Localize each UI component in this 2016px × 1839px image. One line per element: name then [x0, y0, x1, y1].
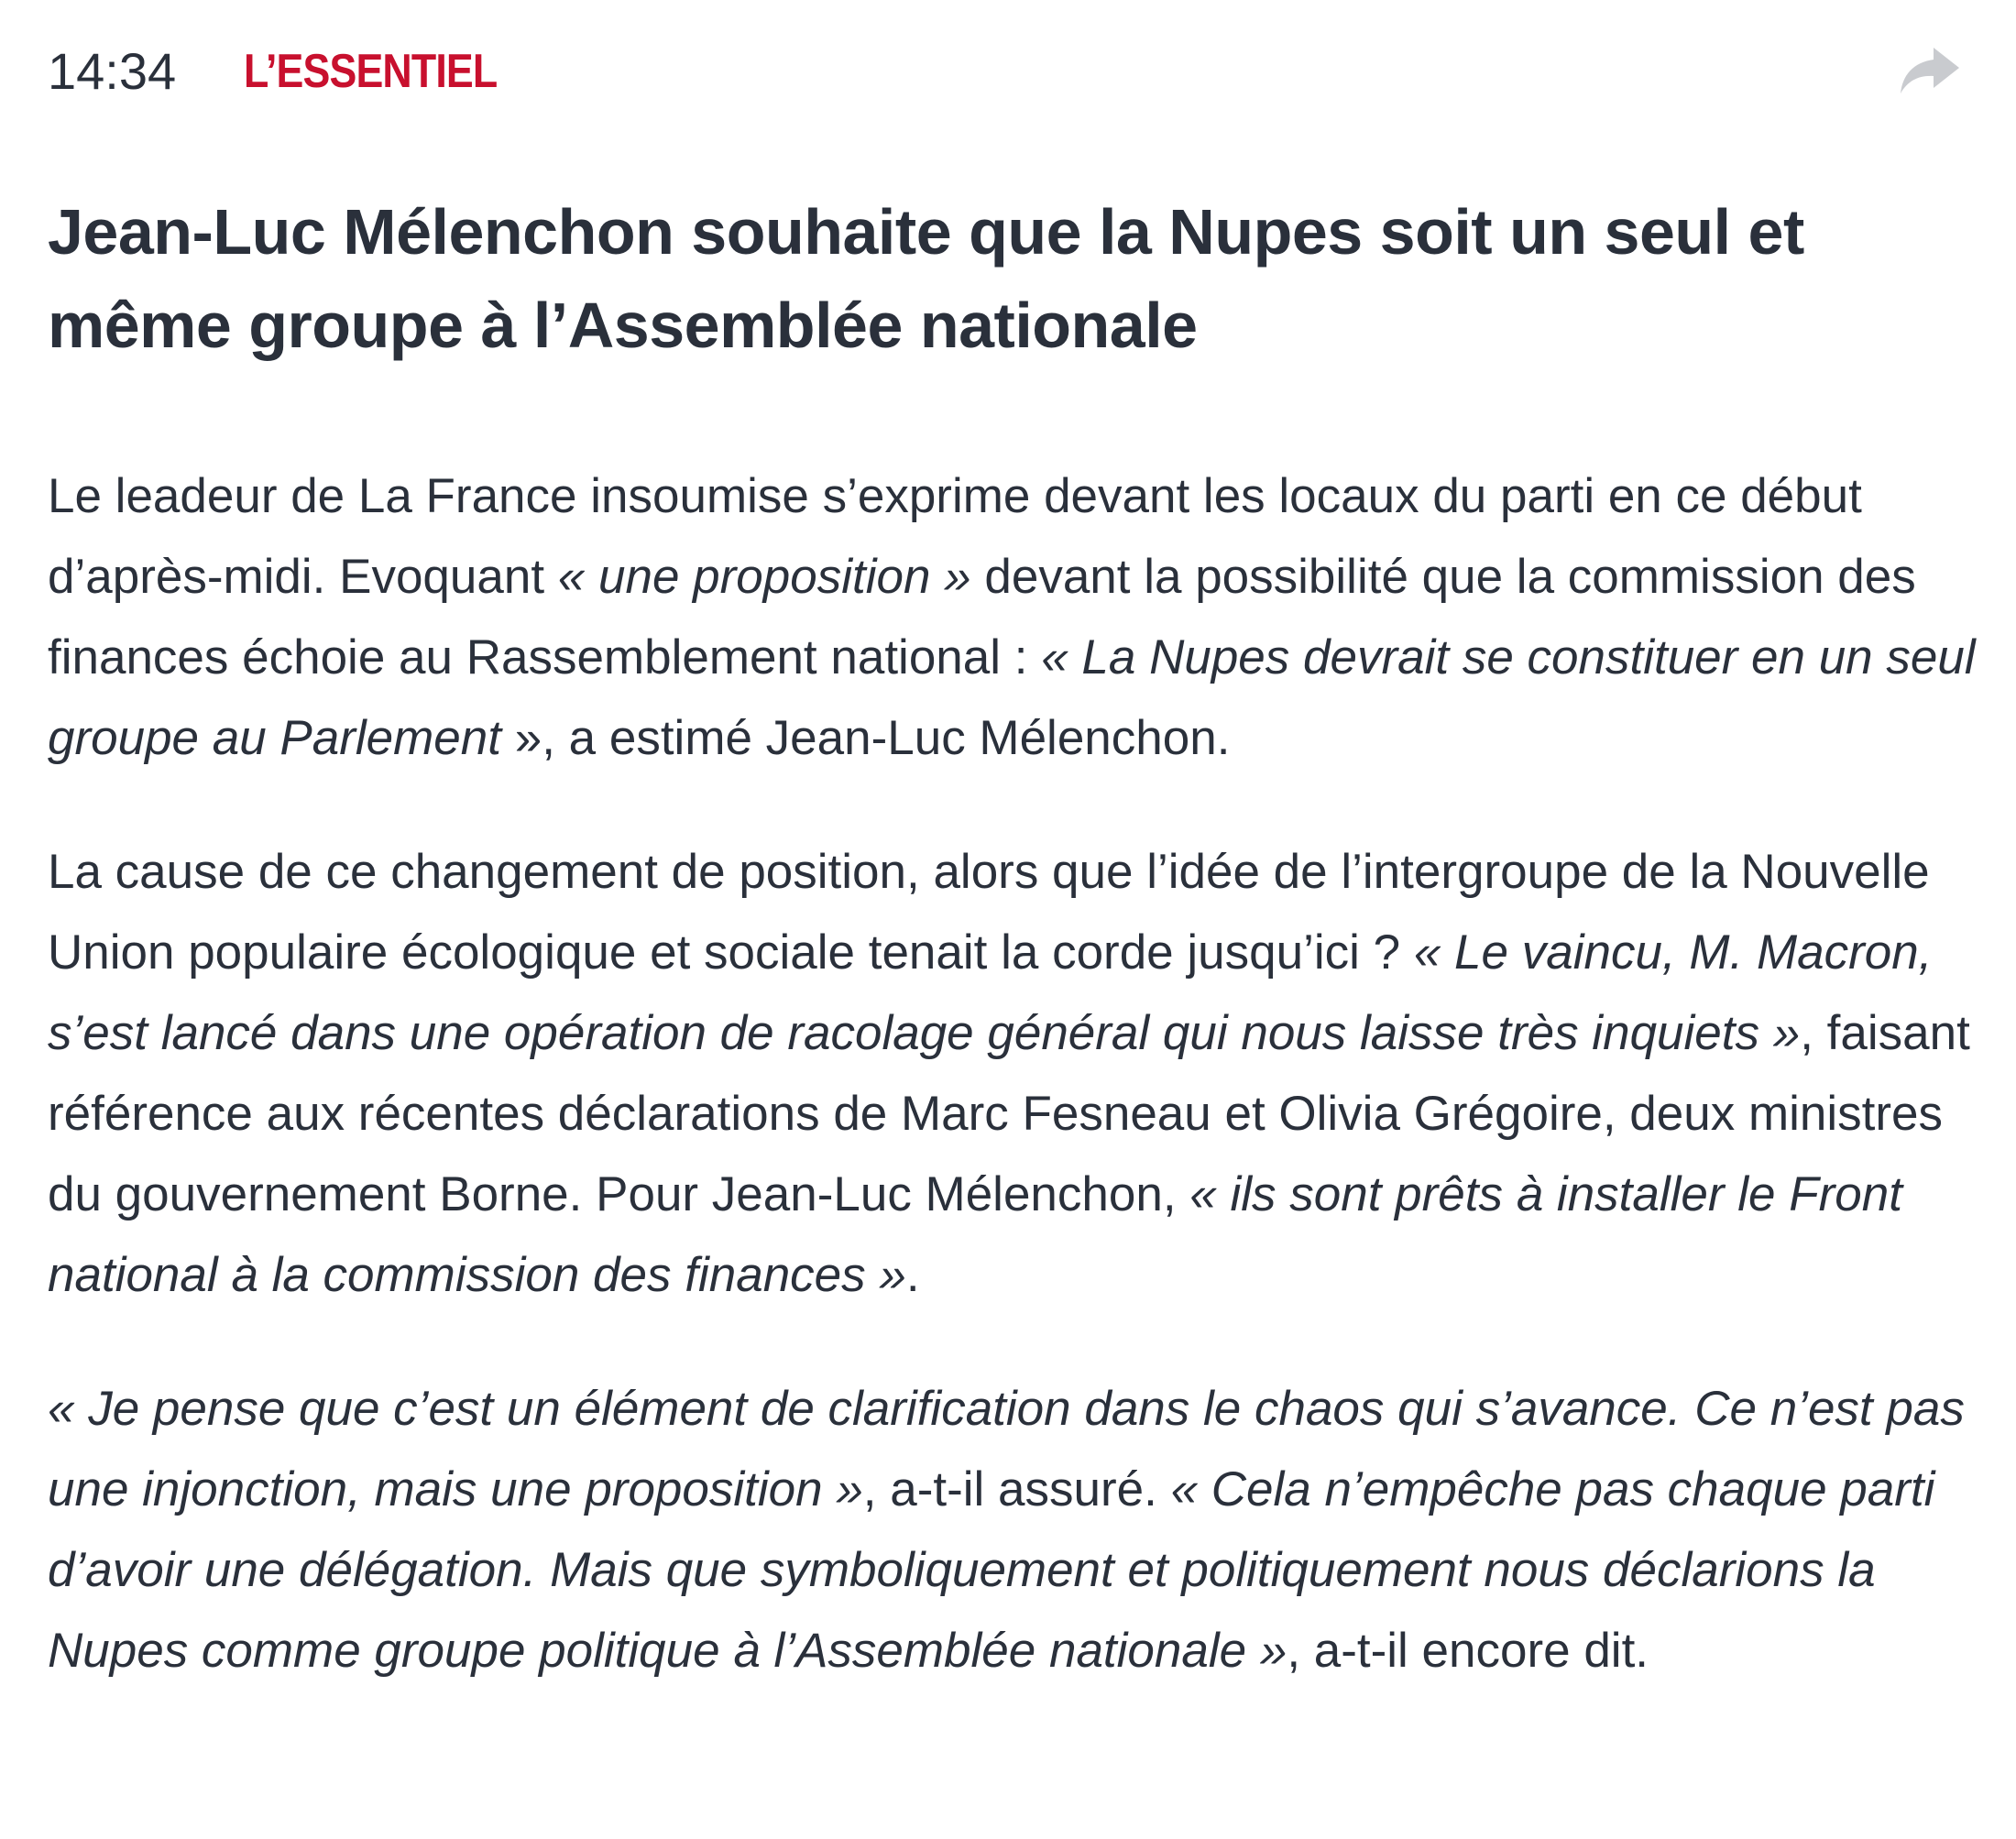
post-title: Jean-Luc Mélenchon souhaite que la Nupes soit un seul et même groupe à l’Assemblée nationale — [48, 196, 1804, 361]
paragraph-text: La cause de ce changement de position, alors que l’idée de l’intergroupe de la Nouvelle Union populaire écologique et sociale tenait la corde jusqu’ici ? — [48, 845, 1930, 980]
paragraph-text: devant la possibilité que la commission des finances échoie au Rassemblement national : — [48, 550, 1916, 684]
post-body — [48, 456, 2000, 1691]
paragraph-text: Le leadeur de La France insoumise s’exprime devant les locaux du parti en ce début d’après-midi. Evoquant — [48, 469, 1862, 604]
quote: « une proposition » — [557, 550, 971, 604]
quote: « La Nupes devrait se constituer en un seul groupe au Parlement — [48, 630, 1976, 765]
paragraph-text: , a-t-il encore dit. — [1287, 1624, 1649, 1678]
paragraph-text: , a-t-il assuré. — [862, 1462, 1171, 1516]
paragraph-2 — [48, 832, 2000, 1316]
post-meta — [48, 0, 2000, 137]
paragraph-text: . — [905, 1248, 920, 1302]
paragraph-3 — [48, 1369, 2000, 1691]
quote: « Le vaincu, M. Macron, s’est lancé dans une opération de racolage général qui nous laisse très inquiets » — [48, 925, 1933, 1060]
post-time: 14:34 — [48, 42, 177, 100]
quote: « ils sont prêts à installer le Front national à la commission des finances » — [48, 1167, 1902, 1302]
share-icon — [1897, 44, 1963, 99]
live-post — [48, 0, 2000, 1745]
paragraph-1 — [48, 456, 2000, 779]
paragraph-text: », a estimé Jean-Luc Mélenchon. — [501, 711, 1231, 765]
post-tag: L’ESSENTIEL — [244, 45, 498, 98]
share-button[interactable] — [1897, 44, 1963, 99]
quote: « Cela n’empêche pas chaque parti d’avoir une délégation. Mais que symboliquement et politiquement nous déclarions la Nupes comme groupe politique à l’Assemblée nationale » — [48, 1462, 1935, 1678]
paragraph-text: , faisant référence aux récentes déclarations de Marc Fesneau et Olivia Grégoire, deux ministres du gouvernement Borne. Pour Jean-Luc Mélenchon, — [48, 1006, 1970, 1221]
quote: « Je pense que c’est un élément de clarification dans le chaos qui s’avance. Ce n’est pas une injonction, mais une proposition » — [48, 1382, 1965, 1516]
